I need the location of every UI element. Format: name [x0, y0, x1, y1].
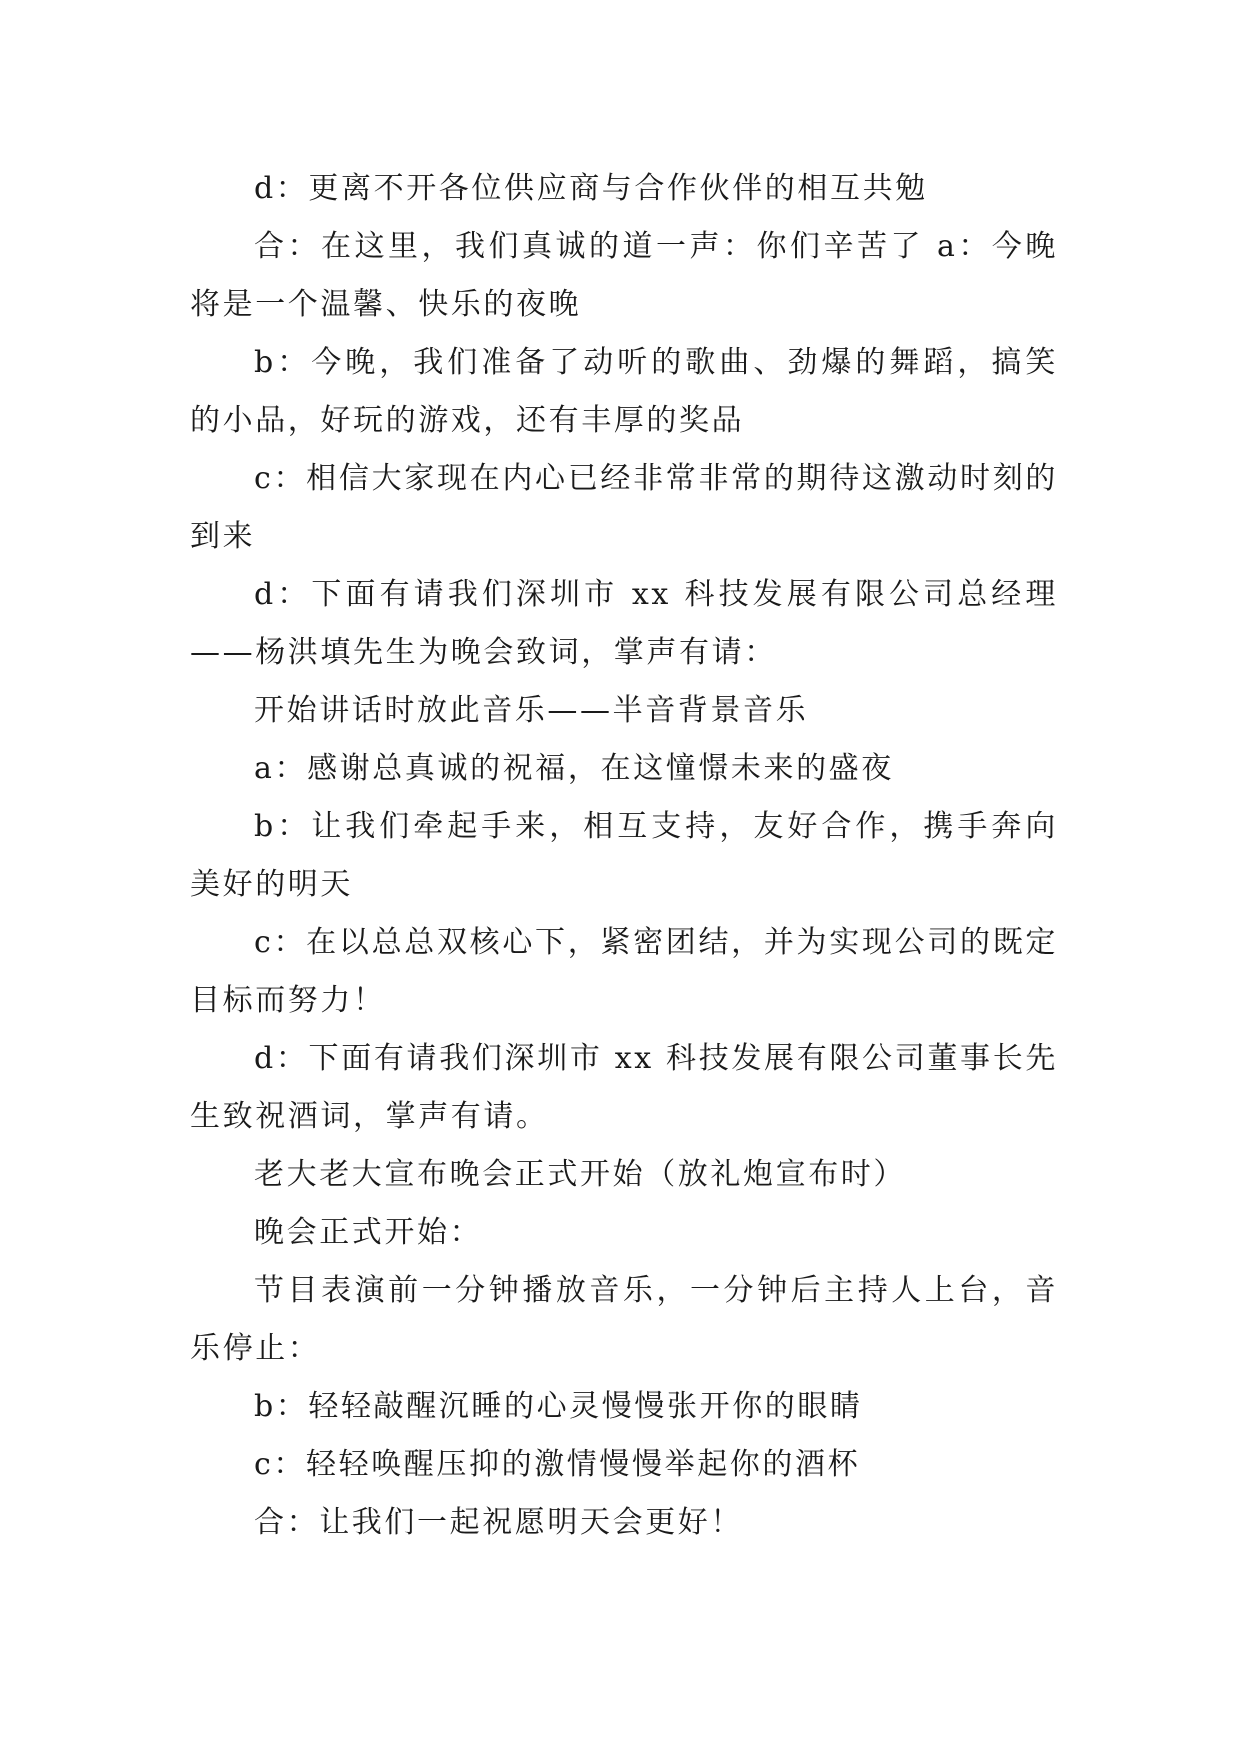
paragraph: 节目表演前一分钟播放音乐，一分钟后主持人上台，音乐停止： — [190, 1273, 1058, 1366]
document-body — [190, 160, 1058, 1552]
paragraph: d：更离不开各位供应商与合作伙伴的相互共勉 — [254, 171, 928, 206]
paragraph: d：下面有请我们深圳市 xx 科技发展有限公司总经理——杨洪填先生为晚会致词，掌声有请： — [190, 577, 1058, 670]
paragraph: b：让我们牵起手来，相互支持，友好合作，携手奔向美好的明天 — [190, 809, 1058, 902]
paragraph: d：下面有请我们深圳市 xx 科技发展有限公司董事长先生致祝酒词，掌声有请。 — [190, 1041, 1058, 1134]
paragraph: 开始讲话时放此音乐——半音背景音乐 — [254, 693, 809, 728]
paragraph: 合：在这里，我们真诚的道一声：你们辛苦了 a：今晚将是一个温馨、快乐的夜晚 — [190, 229, 1058, 322]
paragraph: 老大老大宣布晚会正式开始（放礼炮宣布时） — [254, 1157, 906, 1192]
paragraph: c：在以总总双核心下，紧密团结，并为实现公司的既定目标而努力！ — [190, 925, 1058, 1018]
paragraph: b：今晚，我们准备了动听的歌曲、劲爆的舞蹈，搞笑的小品，好玩的游戏，还有丰厚的奖品 — [190, 345, 1058, 438]
paragraph: c：轻轻唤醒压抑的激情慢慢举起你的酒杯 — [254, 1447, 861, 1482]
paragraph: 晚会正式开始： — [254, 1215, 483, 1250]
paragraph: c：相信大家现在内心已经非常非常的期待这激动时刻的到来 — [190, 461, 1058, 554]
paragraph: b：轻轻敲醒沉睡的心灵慢慢张开你的眼睛 — [254, 1389, 863, 1424]
paragraph: 合：让我们一起祝愿明天会更好！ — [254, 1505, 743, 1540]
paragraph: a：感谢总真诚的祝福，在这憧憬未来的盛夜 — [254, 751, 894, 786]
